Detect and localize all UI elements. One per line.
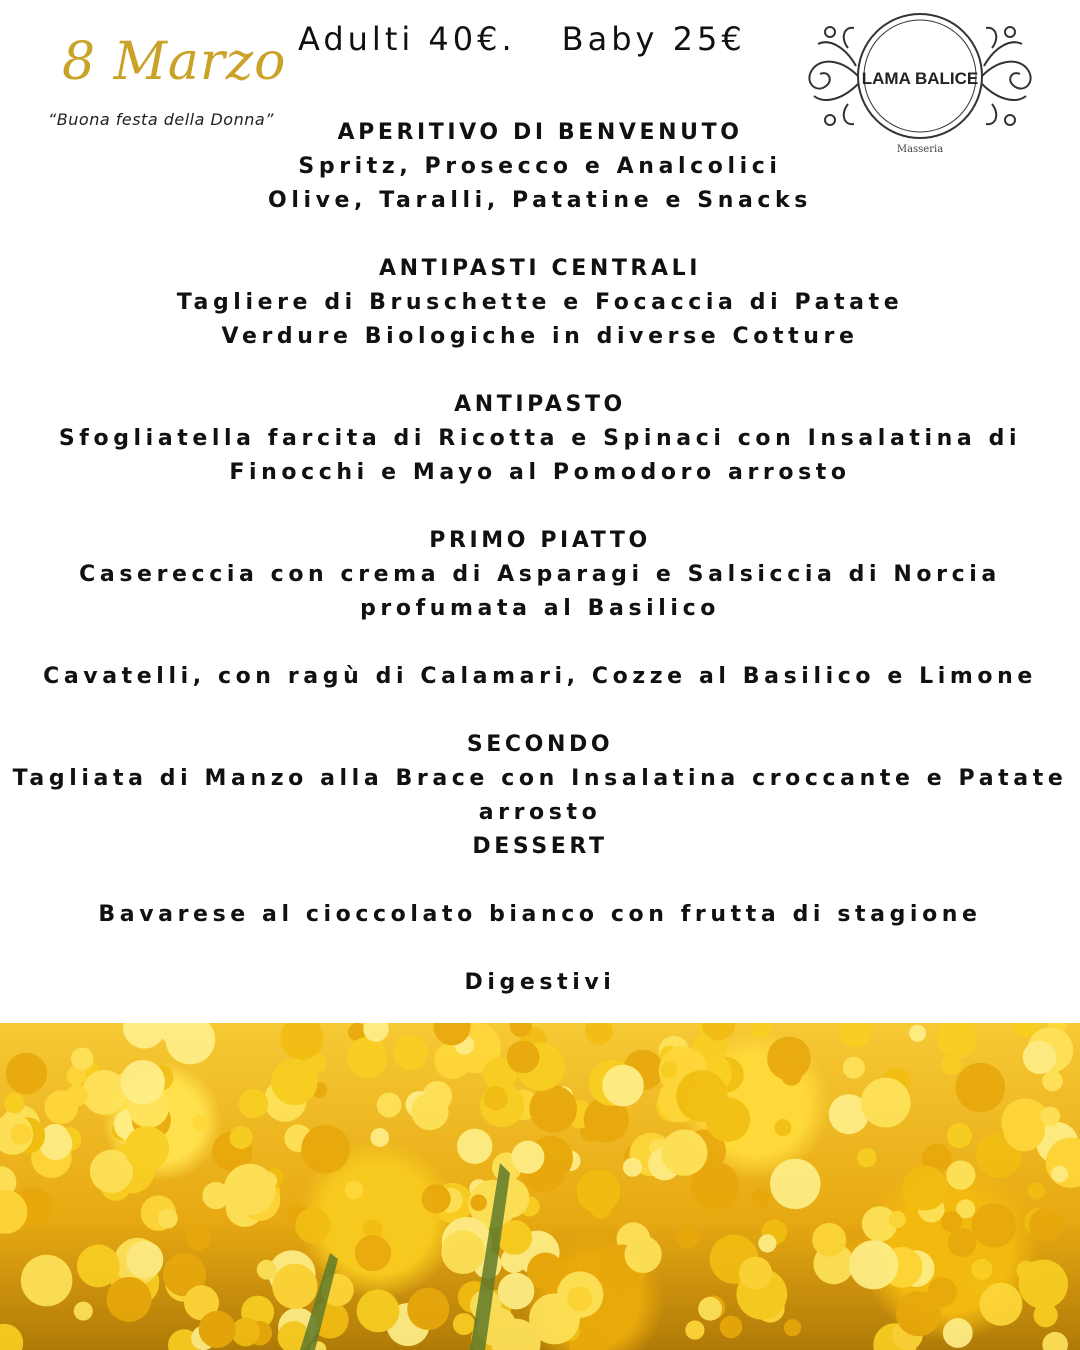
mimosa-bloom — [6, 1053, 47, 1094]
mimosa-bloom — [193, 1114, 210, 1131]
mimosa-bloom — [158, 1209, 178, 1229]
mimosa-bloom — [770, 1159, 820, 1209]
mimosa-bloom — [0, 1324, 23, 1350]
logo-name: LAMA BALICE — [861, 69, 979, 88]
mimosa-bloom — [345, 1181, 364, 1200]
mimosa-bloom — [849, 1240, 898, 1289]
mimosa-bloom — [661, 1061, 678, 1078]
mimosa-bloom — [956, 1063, 1006, 1113]
mimosa-bloom — [698, 1297, 722, 1321]
menu-item: Sfogliatella farcita di Ricotta e Spinaci con Insalatina di Finocchi e Mayo al Pomodoro arrosto — [58, 426, 1022, 485]
mimosa-bloom — [946, 1161, 975, 1190]
mimosa-bloom — [370, 1128, 389, 1147]
price-baby: Baby 25€ — [561, 20, 746, 58]
mimosa-bloom — [257, 1260, 277, 1280]
price-adults: Adulti 40€. — [298, 20, 516, 58]
mimosa-bloom — [889, 1211, 906, 1228]
mimosa-bloom — [602, 1065, 644, 1107]
mimosa-bloom — [739, 1257, 772, 1290]
section-title-antipasti: ANTIPASTI CENTRALI — [378, 256, 702, 281]
mimosa-bloom — [411, 1093, 448, 1130]
mimosa-bloom — [470, 1194, 487, 1211]
mimosa-bloom — [943, 1318, 973, 1348]
mimosa-bloom — [441, 1230, 485, 1274]
scroll-ornament-left — [809, 27, 858, 125]
mimosa-bloom — [511, 1141, 544, 1174]
mimosa-bloom — [948, 1228, 977, 1257]
section-title-secondo: SECONDO — [466, 732, 614, 757]
mimosa-bloom — [121, 1060, 165, 1104]
mimosa-bloom — [230, 1126, 253, 1149]
mimosa-bloom — [507, 1041, 540, 1074]
mimosa-bloom — [1051, 1166, 1068, 1183]
mimosa-bloom — [1028, 1183, 1045, 1200]
mimosa-bloom — [577, 1170, 620, 1213]
mimosa-bloom — [357, 1290, 400, 1333]
mimosa-bloom — [41, 1124, 69, 1152]
mimosa-bloom — [567, 1286, 592, 1311]
mimosa-bloom — [941, 1055, 961, 1075]
menu-item: Spritz, Prosecco e Analcolici — [298, 154, 782, 179]
mimosa-bloom — [457, 1129, 492, 1164]
mimosa-bloom — [74, 1302, 93, 1321]
mimosa-bloom — [941, 1211, 962, 1232]
mimosa-bloom — [186, 1226, 210, 1250]
menu-item: Bavarese al cioccolato bianco con frutta di stagione — [98, 902, 982, 927]
mimosa-bloom — [903, 1166, 948, 1211]
section-title-dessert: DESSERT — [472, 834, 608, 859]
mimosa-bloom — [498, 1273, 535, 1310]
mimosa-bloom — [843, 1057, 865, 1079]
mimosa-bloom — [585, 1023, 613, 1045]
mimosa-bloom — [126, 1241, 163, 1278]
mimosa-bloom — [676, 1226, 699, 1249]
mimosa-bloom — [861, 1078, 911, 1128]
logo-tagline: Masseria — [896, 144, 944, 155]
mimosa-flowers-image — [0, 1023, 1080, 1350]
mimosa-bloom — [751, 1189, 771, 1209]
mimosa-bloom — [393, 1035, 428, 1070]
mimosa-bloom — [685, 1321, 704, 1340]
menu-item: Tagliata di Manzo alla Brace con Insalatina croccante e Patate arrosto — [12, 766, 1068, 825]
spacer — [0, 626, 1080, 660]
mimosa-bloom — [498, 1220, 533, 1255]
mimosa-bloom — [857, 1148, 876, 1167]
mimosa-bloom — [239, 1089, 268, 1118]
spacer — [0, 354, 1080, 388]
mimosa-bloom — [407, 1288, 449, 1330]
mimosa-bloom — [4, 1093, 24, 1113]
menu-item: Cavatelli, con ragù di Calamari, Cozze al Basilico e Limone — [43, 664, 1037, 689]
menu-item-digestivi: Digestivi — [464, 970, 616, 995]
mimosa-bloom — [529, 1085, 577, 1133]
mimosa-bloom — [896, 1291, 941, 1336]
mimosa-bloom — [1042, 1332, 1068, 1350]
section-title-primo: PRIMO PIATTO — [429, 528, 651, 553]
mimosa-bloom — [1029, 1208, 1062, 1241]
mimosa-bloom — [971, 1259, 992, 1280]
menu-item: Olive, Taralli, Patatine e Snacks — [268, 188, 812, 213]
spacer — [0, 490, 1080, 524]
mimosa-bloom — [199, 1311, 236, 1348]
section-title-antipasto: ANTIPASTO — [454, 392, 626, 417]
mimosa-bloom — [909, 1025, 926, 1042]
spacer — [0, 864, 1080, 898]
mimosa-bloom — [812, 1223, 846, 1257]
mimosa-bloom — [271, 1059, 317, 1105]
mimosa-bloom — [767, 1037, 811, 1081]
mimosa-bloom — [1016, 1261, 1035, 1280]
mimosa-bloom — [347, 1037, 388, 1078]
mimosa-bloom — [422, 1184, 451, 1213]
mimosa-bloom — [453, 1313, 475, 1335]
mimosa-bloom — [676, 1070, 727, 1121]
mimosa-bloom — [123, 1023, 166, 1049]
spacer — [0, 694, 1080, 728]
mimosa-bloom — [625, 1236, 662, 1273]
mimosa-bloom — [1004, 1110, 1045, 1151]
mimosa-bloom — [66, 1085, 88, 1107]
menu-item: Casereccia con crema di Asparagi e Salsiccia di Norcia profumata al Basilico — [79, 562, 1001, 621]
mimosa-bloom — [758, 1234, 776, 1252]
spacer — [0, 932, 1080, 966]
mimosa-bloom — [774, 1119, 791, 1136]
mimosa-bloom — [937, 1023, 977, 1058]
mimosa-bloom — [1034, 1303, 1058, 1327]
mimosa-bloom — [71, 1048, 94, 1071]
mimosa-bloom — [272, 1264, 317, 1309]
mimosa-bloom — [301, 1125, 350, 1174]
section-title-aperitivo: APERITIVO DI BENVENUTO — [337, 120, 743, 145]
mimosa-bloom — [1023, 1041, 1056, 1074]
mimosa-bloom — [1042, 1071, 1062, 1091]
menu-list — [0, 116, 1080, 1000]
mimosa-bloom — [972, 1203, 1016, 1247]
mimosa-bloom — [11, 1124, 32, 1145]
mimosa-bloom — [947, 1123, 972, 1148]
mimosa-bloom — [751, 1023, 772, 1038]
event-subtitle: “Buona festa della Donna” — [48, 110, 274, 129]
mimosa-bloom — [623, 1158, 642, 1177]
mimosa-bloom — [125, 1126, 170, 1171]
mimosa-bloom — [661, 1130, 707, 1176]
spacer — [0, 218, 1080, 252]
menu-item: Tagliere di Bruschette e Focaccia di Patate — [176, 290, 904, 315]
mimosa-bloom — [377, 1093, 402, 1118]
scroll-ornament-right — [982, 27, 1031, 125]
menu-item: Verdure Biologiche in diverse Cotture — [221, 324, 859, 349]
price-line — [298, 20, 746, 58]
mimosa-bloom — [720, 1316, 743, 1339]
mimosa-bloom — [838, 1023, 871, 1048]
mimosa-bloom — [295, 1208, 331, 1244]
mimosa-bloom — [107, 1277, 152, 1322]
mimosa-bloom — [784, 1319, 801, 1336]
mimosa-bloom — [355, 1235, 391, 1271]
mimosa-bloom — [21, 1255, 73, 1307]
event-date: 8 Marzo — [62, 32, 287, 92]
mimosa-pattern — [0, 1023, 1080, 1350]
mimosa-bloom — [484, 1086, 508, 1110]
mimosa-bloom — [77, 1245, 120, 1288]
mimosa-bloom — [224, 1164, 276, 1216]
